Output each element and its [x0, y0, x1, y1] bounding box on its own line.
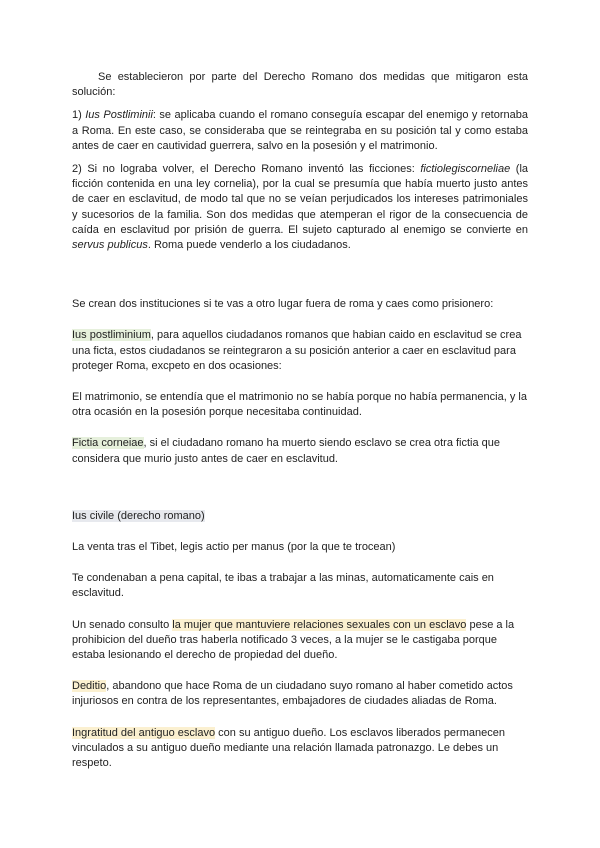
highlight-fictia-corneiae: Fictia corneiae: [72, 437, 144, 450]
text: 2) Si no lograba volver, el Derecho Romano inventó las ficciones:: [72, 163, 421, 176]
term-ius-postliminii: Ius Postliminii: [85, 109, 153, 122]
text: 1): [72, 109, 86, 122]
text: , para aquellos ciudadanos romanos que habian caido en esclavitud se crea una ficta, estos ciudadanos se reintegraron a su posición anterior a caer en esclavitud para proteger Roma, excpeto en dos ocasiones:: [72, 329, 522, 372]
highlight-ius-postliminium: Ius postliminium: [72, 329, 151, 342]
text: , abandono que hace Roma de un ciudadano suyo romano al haber cometido actos injuriosos en contra de los representantes, embajadores de ciudades aliadas de Roma.: [72, 680, 513, 708]
text: . Roma puede venderlo a los ciudadanos.: [147, 239, 351, 252]
text: Te condenaban a pena capital, te ibas a trabajar a las minas, automaticamente cais en esclavitud.: [72, 572, 494, 600]
text: Se crean dos instituciones si te vas a otro lugar fuera de roma y caes como prisionero:: [72, 298, 494, 311]
highlight-mujer: la mujer que mantuviere relaciones sexuales con un esclavo: [172, 618, 467, 631]
text: La venta tras el Tibet, legis actio per manus (por la que te trocean): [72, 541, 396, 554]
term-servus-publicus: servus publicus: [72, 239, 148, 252]
paragraph-matrimonio: [72, 390, 528, 420]
highlight-ingratitud: Ingratitud del antiguo esclavo: [72, 726, 216, 739]
text: con su antiguo dueño. Los esclavos liberados permanecen vinculados a su antiguo dueño mediante una relación llamada patronazgo. Le debes un respeto.: [72, 726, 505, 770]
paragraph-senado-consulto: [72, 618, 528, 664]
paragraph-postliminium: [72, 328, 528, 374]
text: Un senado consulto: [72, 618, 173, 631]
paragraph-venta: [72, 540, 528, 555]
paragraph-ingratitud: [72, 726, 528, 772]
text: pese a la prohibicion del dueño tras haberla notificado 3 veces, a la mujer se le castigaba porque estaba lesionando el derecho de propiedad del dueño.: [72, 618, 515, 662]
paragraph-deditio: [72, 679, 528, 709]
paragraph-instituciones: [72, 297, 528, 312]
text: El matrimonio, se entendía que el matrimonio no se había porque no había permanencia, y la otra ocasión en la posesión porque necesitaba continuidad.: [72, 391, 527, 419]
paragraph-ius-postliminii: [72, 108, 528, 154]
heading-ius-civile: [72, 509, 528, 524]
paragraph-pena-capital: [72, 571, 528, 601]
paragraph-fictio: [72, 162, 528, 253]
highlight-ius-civile: Ius civile (derecho romano): [72, 509, 205, 522]
text: Se establecieron por parte del Derecho Romano dos medidas que mitigaron esta solución:: [72, 71, 528, 99]
highlight-deditio: Deditio: [72, 680, 107, 693]
paragraph-intro: [72, 70, 528, 100]
text: , si el ciudadano romano ha muerto siendo esclavo se crea otra fictia que considera que murio justo antes de caer en esclavitud.: [72, 437, 501, 465]
term-fictio: fictiolegiscorneliae: [420, 163, 511, 176]
text: : se aplicaba cuando el romano conseguía escapar del enemigo y retornaba a Roma. En este caso, se consideraba que se reintegraba en su posición tal y como estaba antes de caer en cautividad guerrera, salvo en la posesión y el matrimonio.: [72, 109, 528, 152]
text: (la ficción contenida en una ley cornelia), por la cual se presumía que había muerto justo antes de caer en esclavitud, de modo tal que no se veían perjudicados los intereses patrimoniales y sucesorios de la familia. Son dos medidas que atemperan el rigor de la consecuencia de caída en esclavitud por prisión de guerra. El sujeto capturado al enemigo se convierte en: [72, 163, 528, 236]
paragraph-fictia: [72, 436, 528, 466]
